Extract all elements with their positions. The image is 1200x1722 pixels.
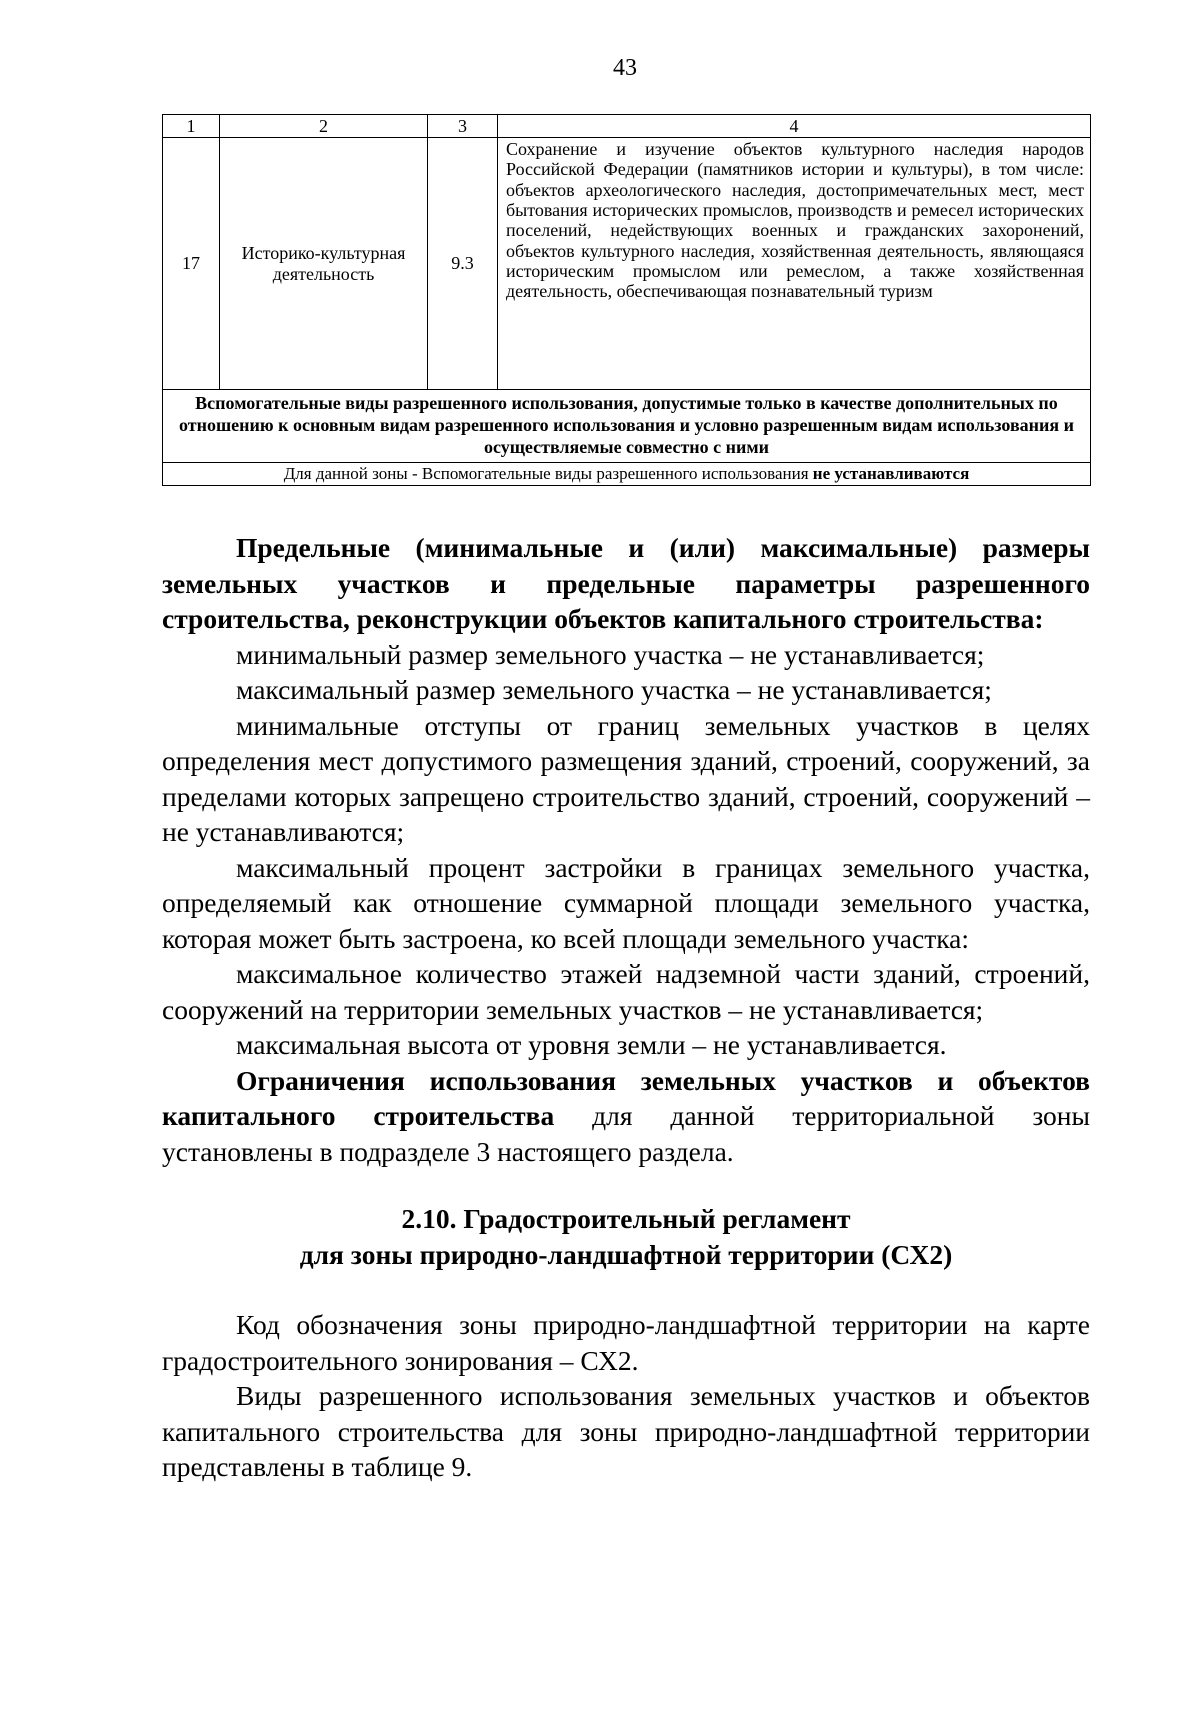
aux-note: [163, 463, 1091, 486]
limit-item: минимальный размер земельного участка – не устанавливается;: [236, 638, 985, 670]
use-type-description: Сохранение и изучение объектов культурного наследия народов Российской Федерации (памятников истории и культуры), в том числе: объектов археологического наследия, достопримечательных мест, мест бытования исторических промыслов, производств и ремесел исторических поселений, недействующих военных и гражданских захоронений, объектов культурного наследия, хозяйственная деятельность, являющаяся историческим промыслом или ремеслом, а также хозяйственная деятельность, обеспечивающая познавательный туризм: [498, 138, 1091, 390]
aux-note-row: [163, 463, 1091, 486]
aux-note-text: Для данной зоны - Вспомогательные виды разрешенного использования: [283, 464, 813, 484]
limit-item: максимальный размер земельного участка – не устанавливается;: [236, 674, 992, 705]
table-row: [163, 138, 1091, 390]
document-body: [162, 530, 1090, 1485]
table-header-row: [163, 115, 1091, 138]
limit-item: максимальное количество этажей надземной части зданий, строений, сооружений на территории земельных участков – не устанавливается;: [162, 958, 1090, 1025]
permitted-use-table: [162, 114, 1091, 486]
restrictions-text: для данной территориальной зоны установлены в подразделе 3 настоящего раздела.: [162, 1100, 1090, 1167]
row-number: 17: [163, 138, 220, 390]
spacer: [162, 1273, 1090, 1307]
use-type-name: Историко-культурная деятельность: [220, 138, 428, 390]
section-title-line1: 2.10. Градостроительный регламент: [401, 1203, 851, 1234]
limit-item: максимальный процент застройки в границах земельного участка, определяемый как отношение суммарной площади земельного участка, которая может быть застроена, ко всей площади земельного участка:: [162, 851, 1090, 954]
limit-item: минимальные отступы от границ земельных участков в целях определения мест допустимого размещения зданий, строений, сооружений, за пределами которых запрещено строительство зданий, строений, сооружений – не устанавливаются;: [162, 709, 1090, 847]
section-title-line2: для зоны природно-ландшафтной территории (СХ2): [299, 1239, 953, 1270]
aux-note-bold: не устанавливаются: [812, 464, 970, 484]
limit-item: максимальная высота от уровня земли – не устанавливается.: [236, 1029, 947, 1060]
aux-heading-row: [163, 390, 1091, 463]
table-header-cell: 1: [163, 115, 220, 138]
restrictions-bold: Ограничения использования земельных участков и объектов капитального строительства: [162, 1064, 1090, 1131]
aux-heading: Вспомогательные виды разрешенного использования, допустимые только в качестве дополнительных по отношению к основным видам разрешенного использования и условно разрешенным видам использования и осуществляемые совместно с ними: [163, 390, 1091, 463]
restrictions-paragraph: [162, 1063, 1090, 1170]
table-header-cell: 3: [428, 115, 498, 138]
paragraph: Виды разрешенного использования земельных участков и объектов капитального строительства для зоны природно-ландшафтной территории представлены в таблице 9.: [162, 1380, 1090, 1482]
page-number: 43: [613, 55, 637, 81]
paragraph: Код обозначения зоны природно-ландшафтной территории на карте градостроительного зонирования – СХ2.: [162, 1309, 1090, 1376]
table-header-cell: 4: [498, 115, 1091, 138]
limits-heading: Предельные (минимальные и (или) максимальные) размеры земельных участков и предельные параметры разрешенного строительства, реконструкции объектов капитального строительства:: [162, 532, 1090, 634]
spacer: [162, 1169, 1090, 1201]
table-header-cell: 2: [220, 115, 428, 138]
use-type-code: 9.3: [428, 138, 498, 390]
